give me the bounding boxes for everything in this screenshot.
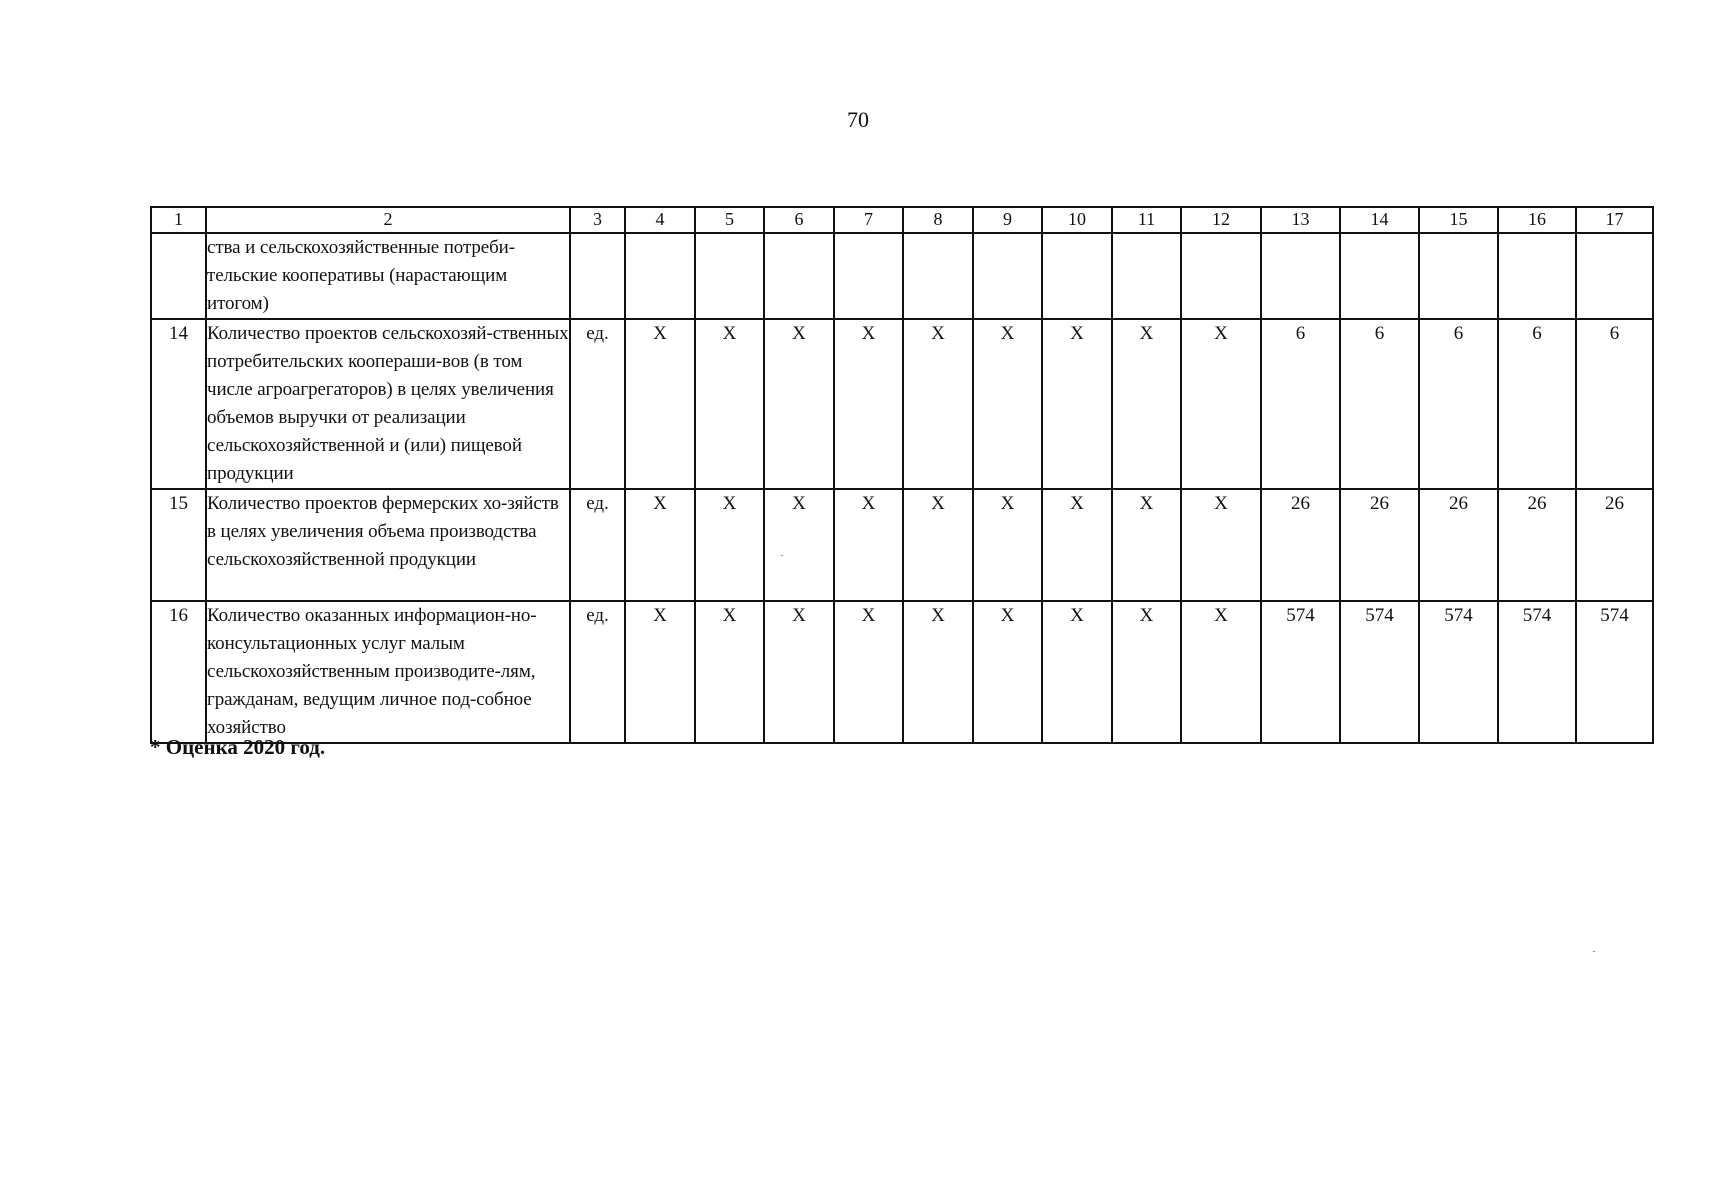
value-cell: X [1042, 489, 1112, 601]
value-cell: 26 [1419, 489, 1498, 601]
header-cell: 17 [1576, 207, 1653, 233]
value-cell: X [1112, 319, 1181, 489]
indicator-name: Количество оказанных информацион-но-консультационных услуг малым сельскохозяйственным производите-лям, гражданам, ведущим личное под-собное хозяйство [206, 601, 570, 743]
header-cell: 5 [695, 207, 764, 233]
value-cell: X [903, 319, 973, 489]
value-cell: 6 [1498, 319, 1576, 489]
value-cell: X [1112, 489, 1181, 601]
value-cell: X [903, 489, 973, 601]
row-number [151, 233, 206, 319]
value-cell: 574 [1340, 601, 1419, 743]
value-cell [1576, 233, 1653, 319]
value-cell: X [625, 601, 695, 743]
value-cell: X [834, 489, 903, 601]
header-cell: 8 [903, 207, 973, 233]
header-cell: 1 [151, 207, 206, 233]
indicator-name: Количество проектов сельскохозяй-ственных потребительских коопераши-вов (в том числе агроагрегаторов) в целях увеличения объемов выручки от реализации сельскохозяйственной и (или) пищевой продукции [206, 319, 570, 489]
value-cell: 26 [1498, 489, 1576, 601]
value-cell [1419, 233, 1498, 319]
value-cell: X [1112, 601, 1181, 743]
header-cell: 6 [764, 207, 834, 233]
value-cell: X [973, 489, 1042, 601]
table-row [151, 489, 1653, 601]
unit-cell: ед. [570, 601, 625, 743]
value-cell: X [625, 489, 695, 601]
header-cell: 10 [1042, 207, 1112, 233]
header-cell: 11 [1112, 207, 1181, 233]
value-cell: 6 [1261, 319, 1340, 489]
value-cell [1181, 233, 1261, 319]
value-cell: 574 [1576, 601, 1653, 743]
value-cell: X [764, 601, 834, 743]
header-cell: 12 [1181, 207, 1261, 233]
value-cell [1261, 233, 1340, 319]
value-cell: X [1181, 319, 1261, 489]
value-cell: X [695, 319, 764, 489]
value-cell: X [625, 319, 695, 489]
value-cell: 26 [1576, 489, 1653, 601]
value-cell: X [973, 319, 1042, 489]
value-cell [1042, 233, 1112, 319]
unit-cell: ед. [570, 319, 625, 489]
value-cell: 26 [1261, 489, 1340, 601]
value-cell [903, 233, 973, 319]
value-cell: 6 [1576, 319, 1653, 489]
header-cell: 2 [206, 207, 570, 233]
value-cell: 574 [1498, 601, 1576, 743]
value-cell: 26 [1340, 489, 1419, 601]
header-cell: 9 [973, 207, 1042, 233]
value-cell [764, 233, 834, 319]
table-row [151, 601, 1653, 743]
value-cell [1112, 233, 1181, 319]
value-cell: X [764, 319, 834, 489]
value-cell: X [834, 319, 903, 489]
value-cell: X [764, 489, 834, 601]
table-row [151, 233, 1653, 319]
value-cell [834, 233, 903, 319]
value-cell: X [834, 601, 903, 743]
unit-cell [570, 233, 625, 319]
header-cell: 7 [834, 207, 903, 233]
value-cell [695, 233, 764, 319]
footnote: * Оценка 2020 год. [150, 735, 326, 759]
header-cell: 16 [1498, 207, 1576, 233]
header-cell: 4 [625, 207, 695, 233]
unit-cell: ед. [570, 489, 625, 601]
value-cell: 574 [1261, 601, 1340, 743]
header-cell: 14 [1340, 207, 1419, 233]
indicator-name: ства и сельскохозяйственные потреби-тельские кооперативы (нарастающим итогом) [206, 233, 570, 319]
value-cell: X [695, 489, 764, 601]
value-cell: 6 [1340, 319, 1419, 489]
row-number: 16 [151, 601, 206, 743]
value-cell: X [695, 601, 764, 743]
table-row [151, 319, 1653, 489]
value-cell [1498, 233, 1576, 319]
value-cell: X [1181, 489, 1261, 601]
value-cell: 574 [1419, 601, 1498, 743]
indicators-table [150, 206, 1654, 744]
value-cell: X [903, 601, 973, 743]
row-number: 14 [151, 319, 206, 489]
indicator-name: Количество проектов фермерских хо-зяйств в целях увеличения объема производства сельскохозяйственной продукции [206, 489, 570, 601]
value-cell [1340, 233, 1419, 319]
value-cell: X [1042, 601, 1112, 743]
value-cell: X [1181, 601, 1261, 743]
header-row [151, 207, 1653, 233]
value-cell: 6 [1419, 319, 1498, 489]
header-cell: 15 [1419, 207, 1498, 233]
value-cell [625, 233, 695, 319]
row-number: 15 [151, 489, 206, 601]
page-number: 70 [847, 107, 869, 132]
value-cell: X [1042, 319, 1112, 489]
scan-speck [781, 555, 783, 556]
value-cell [973, 233, 1042, 319]
header-cell: 13 [1261, 207, 1340, 233]
scan-speck [1593, 951, 1595, 952]
value-cell: X [973, 601, 1042, 743]
header-cell: 3 [570, 207, 625, 233]
